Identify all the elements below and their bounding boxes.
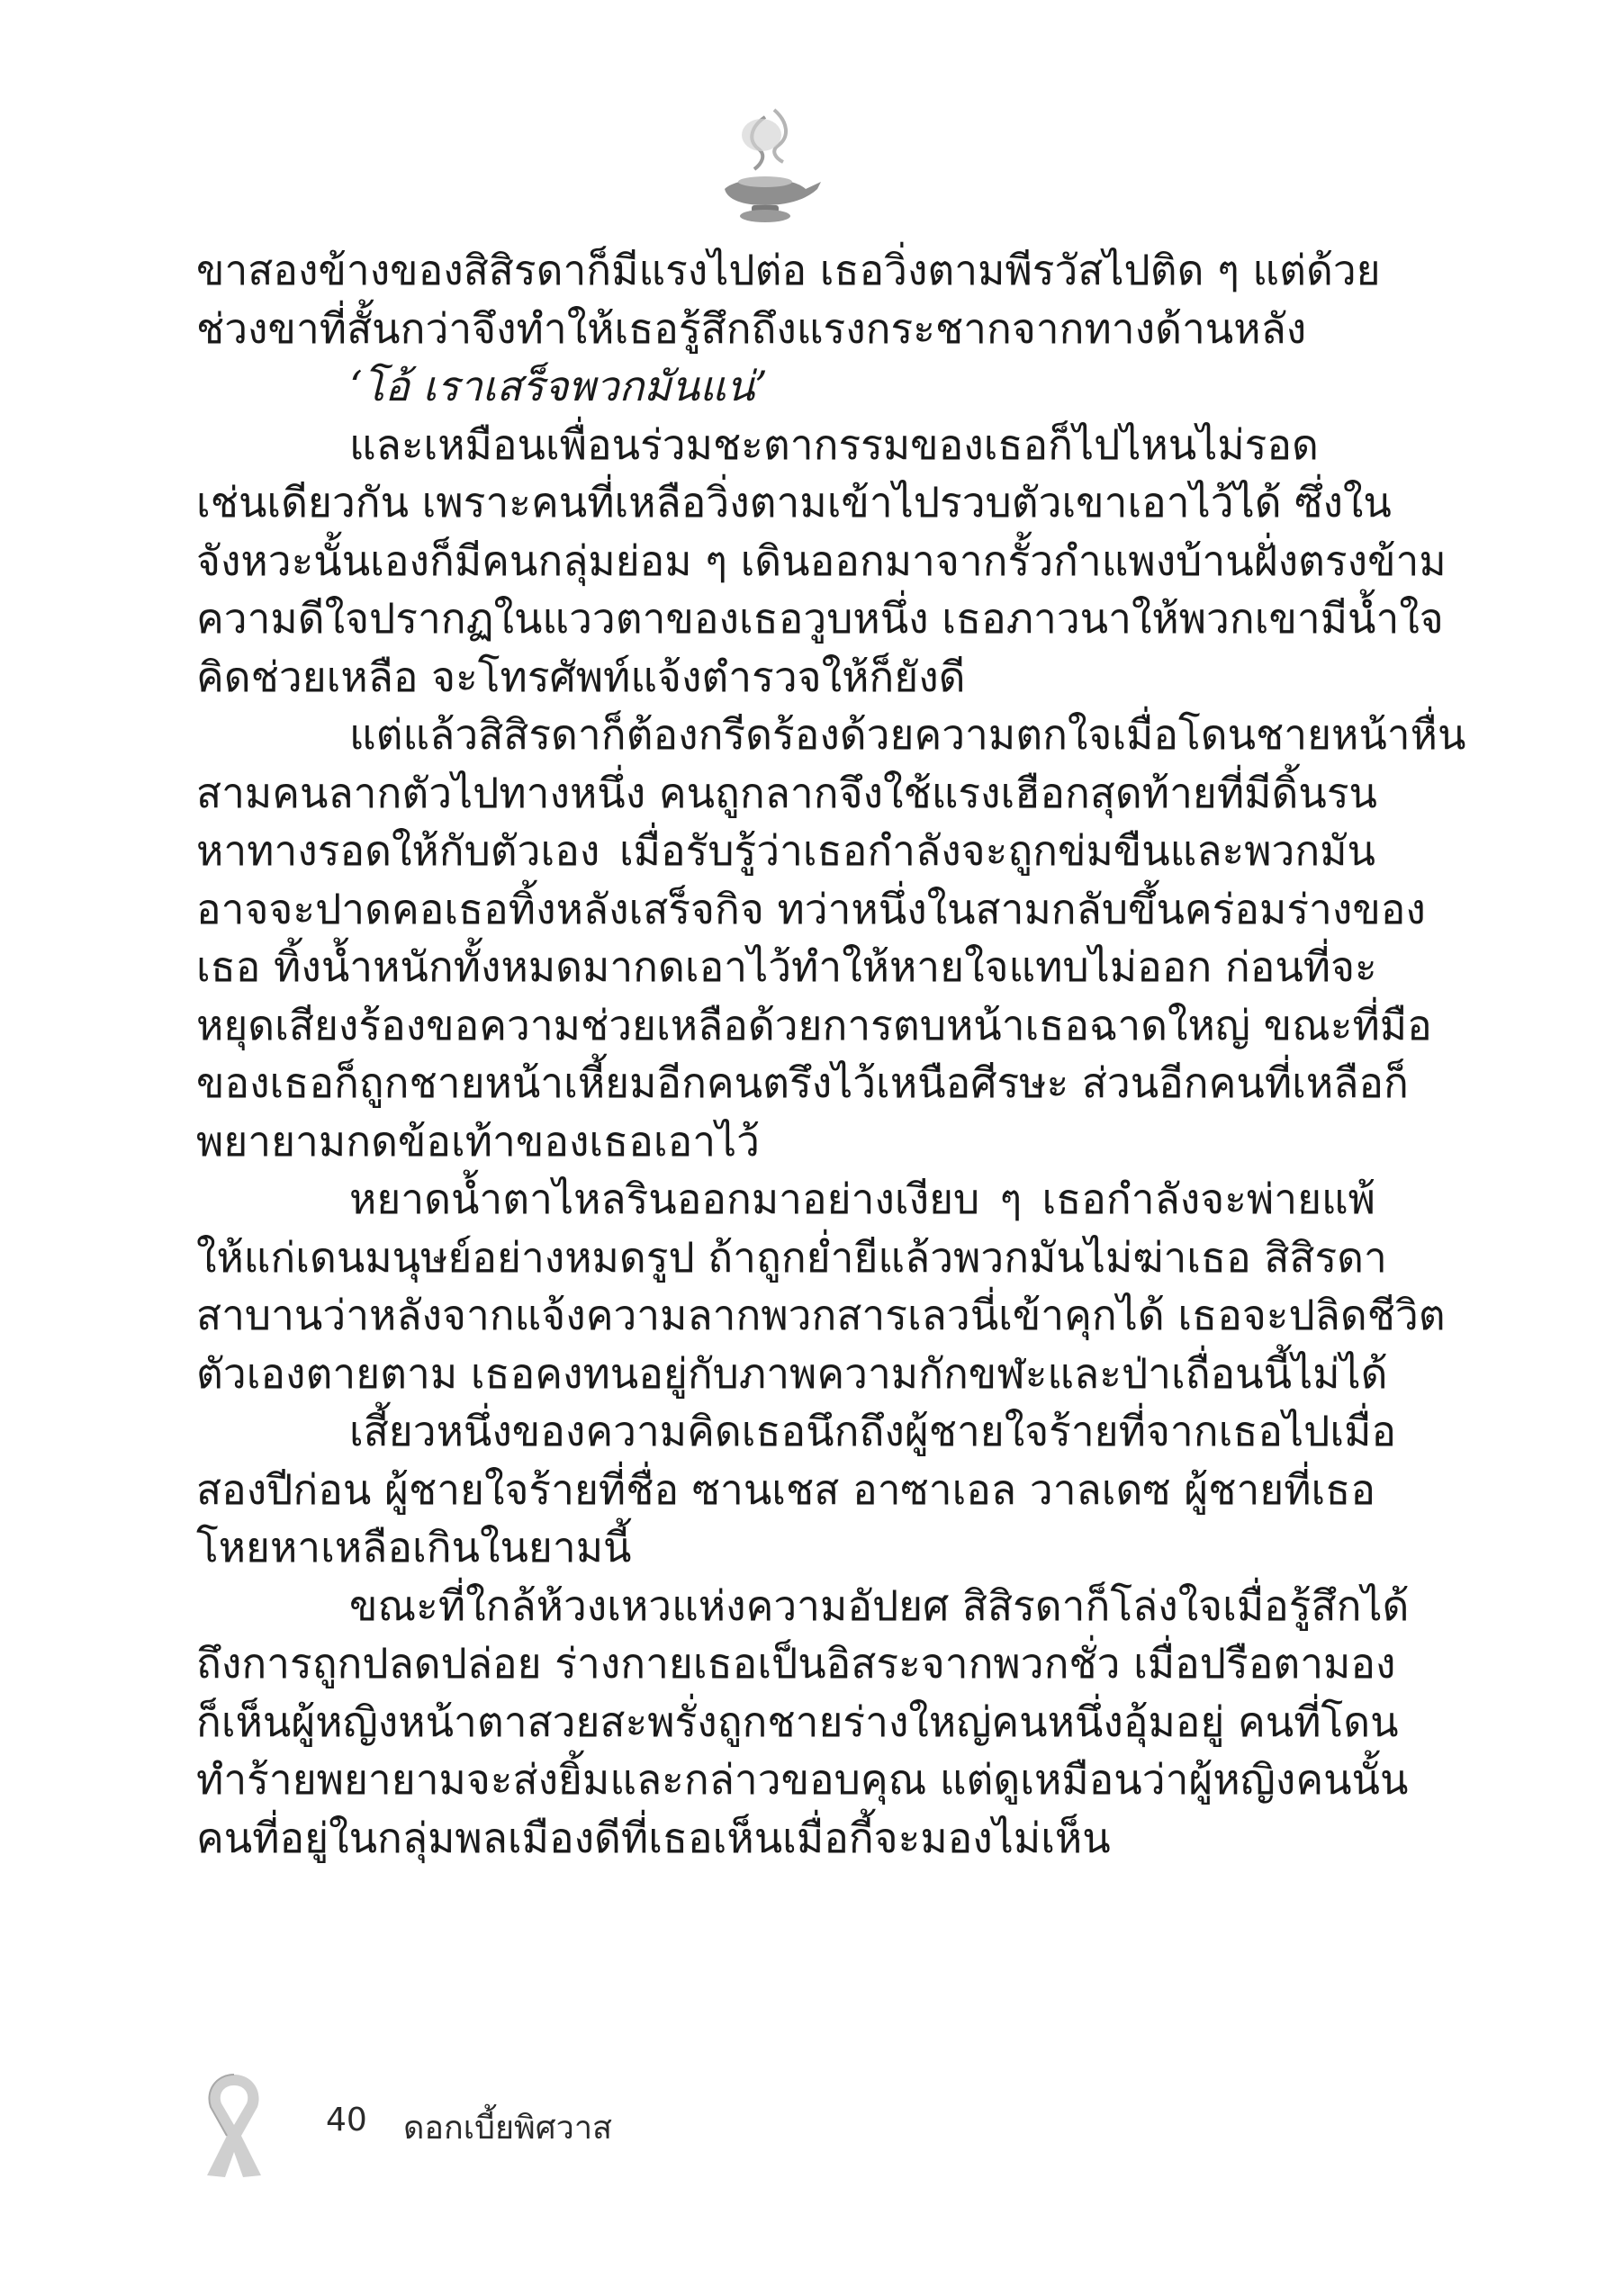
text-line: หาทางรอดให้กับตัวเอง เมื่อรับรู้ว่าเธอกำลังจะถูกข่มขืนและพวกมัน [196,826,1375,875]
text-line: เสี้ยวหนึ่งของความคิดเธอนึกถึงผู้ชายใจร้ายที่จากเธอไปเมื่อ [349,1407,1397,1455]
text-line: และเหมือนเพื่อนร่วมชะตากรรมของเธอก็ไปไหนไม่รอด [349,419,1319,469]
text-line: ช่วงขาที่สั้นกว่าจึงทำให้เธอรู้สึกถึงแรงกระชากจากทางด้านหลัง [196,303,1307,353]
text-line: ความดีใจปรากฏในแววตาของเธอวูบหนึ่ง เธอภาวนาให้พวกเขามีน้ำใจ [196,594,1444,643]
text-line: เช่นเดียวกัน เพราะคนที่เหลือวิ่งตามเข้าไปรวบตัวเขาเอาไว้ได้ ซึ่งใน [196,478,1392,527]
text-line: อาจจะปาดคอเธอทิ้งหลังเสร็จกิจ ทว่าหนึ่งในสามกลับขึ้นคร่อมร่างของ [196,884,1426,933]
page-number: 40 [326,2102,367,2138]
text-line: เธอ ทิ้งน้ำหนักทั้งหมดมากดเอาไว้ทำให้หายใจแทบไม่ออก ก่อนที่จะ [196,942,1377,991]
text-line: พยายามกดข้อเท้าของเธอเอาไว้ [196,1116,760,1166]
text-line: ‘โอ้ เราเสร็จพวกมันแน่’ [349,362,768,410]
text-line: ขาสองข้างของสิสิรดาก็มีแรงไปต่อ เธอวิ่งตามพีรวัสไปติด ๆ แต่ด้วย [196,246,1381,294]
text-line: ถึงการถูกปลดปล่อย ร่างกายเธอเป็นอิสระจากพวกชั่ว เมื่อปรือตามอง [196,1639,1396,1688]
text-line: ก็เห็นผู้หญิงหน้าตาสวยสะพรั่งถูกชายร่างใหญ่คนหนึ่งอุ้มอยู่ คนที่โดน [196,1697,1399,1746]
text-line: หยาดน้ำตาไหลรินออกมาอย่างเงียบ ๆ เธอกำลังจะพ่ายแพ้ [349,1175,1375,1223]
text-line: สองปีก่อน ผู้ชายใจร้ายที่ชื่อ ซานเชส อาซาเอล วาลเดซ ผู้ชายที่เธอ [196,1464,1375,1514]
book-title: ดอกเบี้ยพิศวาส [403,2110,613,2147]
text-line: แต่แล้วสิสิรดาก็ต้องกรีดร้องด้วยความตกใจเมื่อโดนชายหน้าหื่น [349,710,1466,759]
text-line: สามคนลากตัวไปทางหนึ่ง คนถูกลากจึงใช้แรงเฮือกสุดท้ายที่มีดิ้นรน [196,768,1377,817]
text-line: ทำร้ายพยายามจะส่งยิ้มและกล่าวขอบคุณ แต่ดูเหมือนว่าผู้หญิงคนนั้น [196,1755,1409,1804]
page-footer [180,2066,720,2183]
text-line: คิดช่วยเหลือ จะโทรศัพท์แจ้งตำรวจให้ก็ยังดี [196,652,966,701]
text-line: ของเธอก็ถูกชายหน้าเหี้ยมอีกคนตรึงไว้เหนือศีรษะ ส่วนอีกคนที่เหลือก็ [196,1058,1409,1107]
text-line: ให้แก่เดนมนุษย์อย่างหมดรูป ถ้าถูกย่ำยีแล้วพวกมันไม่ฆ่าเธอ สิสิรดา [196,1232,1387,1282]
text-line: ตัวเองตายตาม เธอคงทนอยู่กับภาพความกักขฬะและป่าเถื่อนนี้ไม่ได้ [196,1348,1388,1398]
awareness-ribbon-icon [180,2066,288,2183]
text-line: จังหวะนั้นเองก็มีคนกลุ่มย่อม ๆ เดินออกมาจากรั้วกำแพงบ้านฝั่งตรงข้าม [196,536,1447,585]
page-body [196,241,1466,1867]
text-line: โหยหาเหลือเกินในยามนี้ [196,1523,632,1571]
text-line: สาบานว่าหลังจากแจ้งความลากพวกสารเลวนี่เข้าคุกได้ เธอจะปลิดชีวิต [196,1291,1446,1339]
magic-lamp-icon [702,99,828,234]
text-line: ขณะที่ใกล้ห้วงเหวแห่งความอัปยศ สิสิรดาก็โล่งใจเมื่อรู้สึกได้ [349,1580,1410,1630]
text-line: คนที่อยู่ในกลุ่มพลเมืองดีที่เธอเห็นเมื่อกี้จะมองไม่เห็น [196,1813,1111,1862]
text-line: หยุดเสียงร้องขอความช่วยเหลือด้วยการตบหน้าเธอฉาดใหญ่ ขณะที่มือ [196,1000,1432,1049]
